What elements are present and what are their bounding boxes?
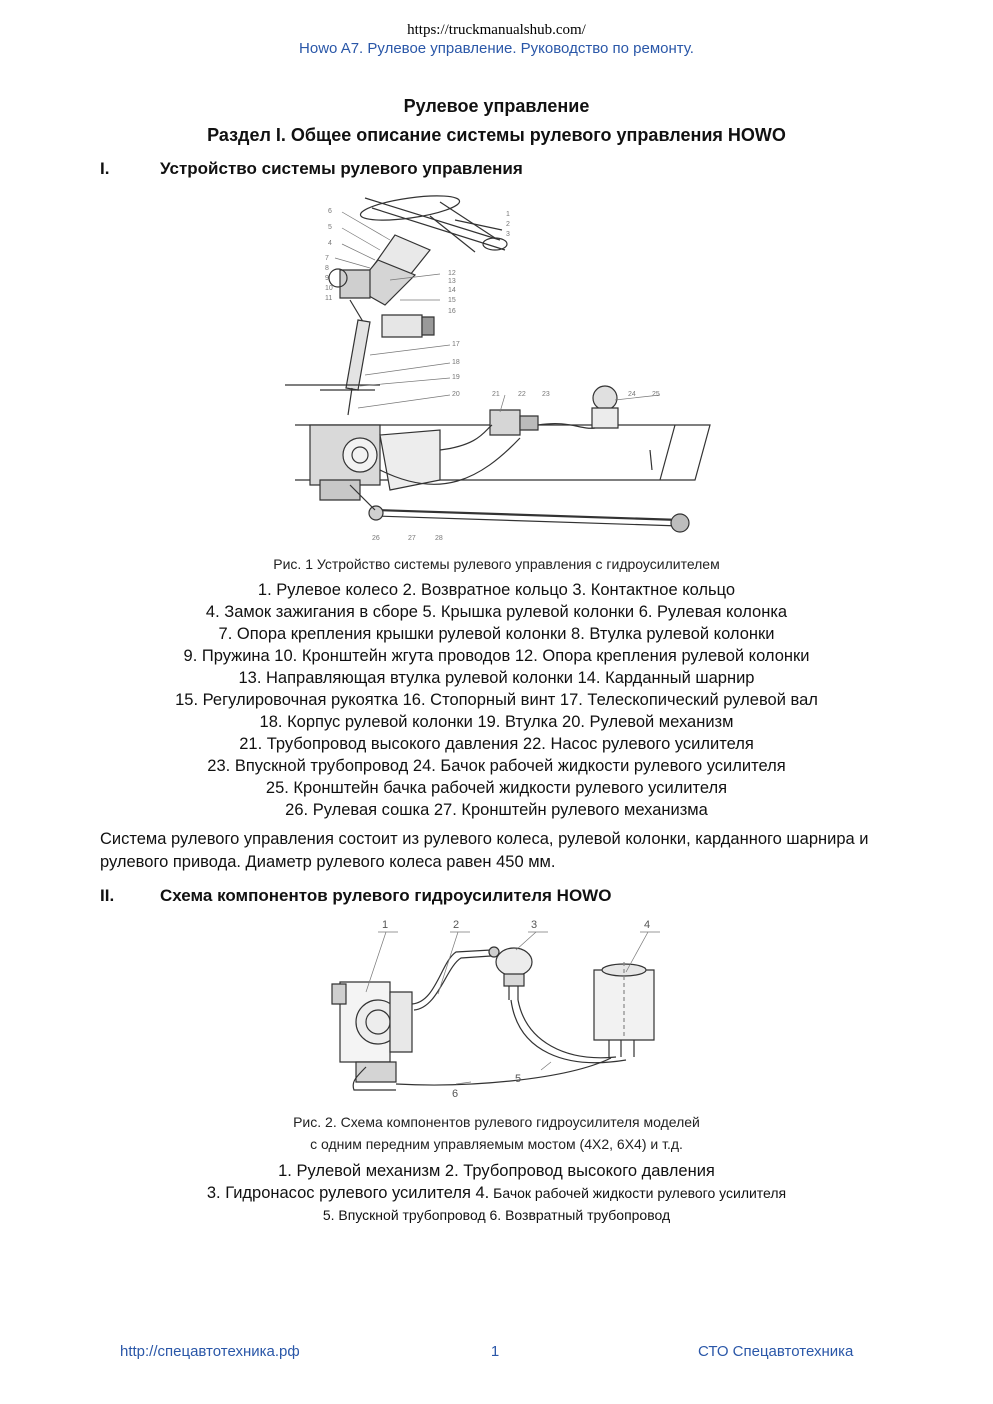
callout-2: 2 — [506, 221, 510, 228]
subsection-number: I. — [100, 159, 110, 178]
callout-4: 4 — [644, 919, 651, 931]
callout-6: 6 — [452, 1088, 459, 1100]
subsection-number: II. — [100, 886, 115, 905]
callout-5: 5 — [515, 1073, 522, 1085]
legend-text-small: Бачок рабочей жидкости рулевого усилителя — [489, 1185, 787, 1201]
legend-text: 3. Гидронасос рулевого усилителя 4. — [206, 1184, 490, 1202]
callout-2: 2 — [453, 919, 460, 931]
callout-14: 14 — [448, 287, 456, 294]
subsection-2-heading — [0, 886, 993, 908]
callout-25: 25 — [652, 391, 660, 398]
legend-line: 4. Замок зажигания в сборе 5. Крышка рулевой колонки 6. Рулевая колонка — [205, 603, 788, 621]
callout-9: 9 — [325, 275, 329, 282]
callout-20: 20 — [452, 391, 460, 398]
callout-15: 15 — [448, 297, 456, 304]
figure-1-steering-system-drawing — [280, 180, 720, 550]
callout-3: 3 — [531, 919, 538, 931]
legend-line: 9. Пружина 10. Кронштейн жгута проводов 12. Опора крепления рулевой колонки — [183, 647, 810, 665]
callout-18: 18 — [452, 359, 460, 366]
callout-23: 23 — [542, 391, 550, 398]
document-title: Howo A7. Рулевое управление. Руководство по ремонту. — [299, 40, 694, 57]
page-number: 1 — [490, 1343, 500, 1360]
subsection-1-heading — [0, 159, 993, 181]
callout-6: 6 — [328, 208, 332, 215]
description-paragraph: Система рулевого управления состоит из рулевого колеса, рулевой колонки, карданного шарнира и рулевого привода. Диаметр рулевого колеса равен 450 мм. — [100, 830, 869, 871]
callout-1: 1 — [382, 919, 389, 931]
legend-line: 1. Рулевой механизм 2. Трубопровод высокого давления — [278, 1162, 715, 1180]
figure-2-power-steering-schematic — [326, 912, 671, 1102]
callout-16: 16 — [448, 308, 456, 315]
callout-24: 24 — [628, 391, 636, 398]
legend-line — [0, 1182, 993, 1204]
callout-22: 22 — [518, 391, 526, 398]
figure-1-legend — [0, 579, 993, 821]
figure-2-caption-line-2: с одним передним управляемым мостом (4Х2, 6Х4) и т.д. — [310, 1136, 683, 1152]
legend-line: 1. Рулевое колесо 2. Возвратное кольцо 3. Контактное кольцо — [257, 581, 736, 599]
callout-26: 26 — [372, 535, 380, 542]
callout-11: 11 — [325, 295, 333, 302]
legend-line: 21. Трубопровод высокого давления 22. Насос рулевого усилителя — [239, 735, 754, 753]
callout-21: 21 — [492, 391, 500, 398]
figure-1-caption: Рис. 1 Устройство системы рулевого управления с гидроусилителем — [273, 556, 720, 572]
callout-27: 27 — [408, 535, 416, 542]
subsection-title: Устройство системы рулевого управления — [160, 159, 523, 178]
legend-line: 25. Кронштейн бачка рабочей жидкости рулевого усилителя — [265, 779, 728, 797]
legend-line: 13. Направляющая втулка рулевой колонки 14. Карданный шарнир — [238, 669, 755, 687]
legend-line: 5. Впускной трубопровод 6. Возвратный трубопровод — [322, 1207, 671, 1223]
page-title: Рулевое управление — [403, 96, 590, 116]
callout-4: 4 — [328, 240, 332, 247]
figure-2-legend — [0, 1160, 993, 1226]
legend-line: 7. Опора крепления крышки рулевой колонки 8. Втулка рулевой колонки — [218, 625, 775, 643]
callout-28: 28 — [435, 535, 443, 542]
callout-1: 1 — [506, 211, 510, 218]
callout-12: 12 — [448, 270, 456, 277]
callout-7: 7 — [325, 255, 329, 262]
legend-line: 18. Корпус рулевой колонки 19. Втулка 20. Рулевой механизм — [259, 713, 734, 731]
figure-2-caption-line-1: Рис. 2. Схема компонентов рулевого гидроусилителя моделей — [293, 1114, 700, 1130]
section-title: Раздел I. Общее описание системы рулевого управления HOWO — [207, 125, 786, 145]
callout-17: 17 — [452, 341, 460, 348]
callout-8: 8 — [325, 265, 329, 272]
callout-19: 19 — [452, 374, 460, 381]
subsection-title: Схема компонентов рулевого гидроусилителя HOWO — [160, 886, 612, 905]
callout-10: 10 — [325, 285, 333, 292]
callout-5: 5 — [328, 224, 332, 231]
legend-line: 23. Впускной трубопровод 24. Бачок рабочей жидкости рулевого усилителя — [207, 757, 786, 775]
footer-site-link[interactable]: http://спецавтотехника.рф — [120, 1343, 300, 1360]
source-url: https://truckmanualshub.com/ — [407, 22, 586, 38]
legend-line: 15. Регулировочная рукоятка 16. Стопорный винт 17. Телескопический рулевой вал — [175, 691, 818, 709]
legend-line: 26. Рулевая сошка 27. Кронштейн рулевого механизма — [285, 801, 708, 819]
footer-company-name: СТО Спецавтотехника — [698, 1343, 854, 1360]
callout-13: 13 — [448, 278, 456, 285]
callout-3: 3 — [506, 231, 510, 238]
